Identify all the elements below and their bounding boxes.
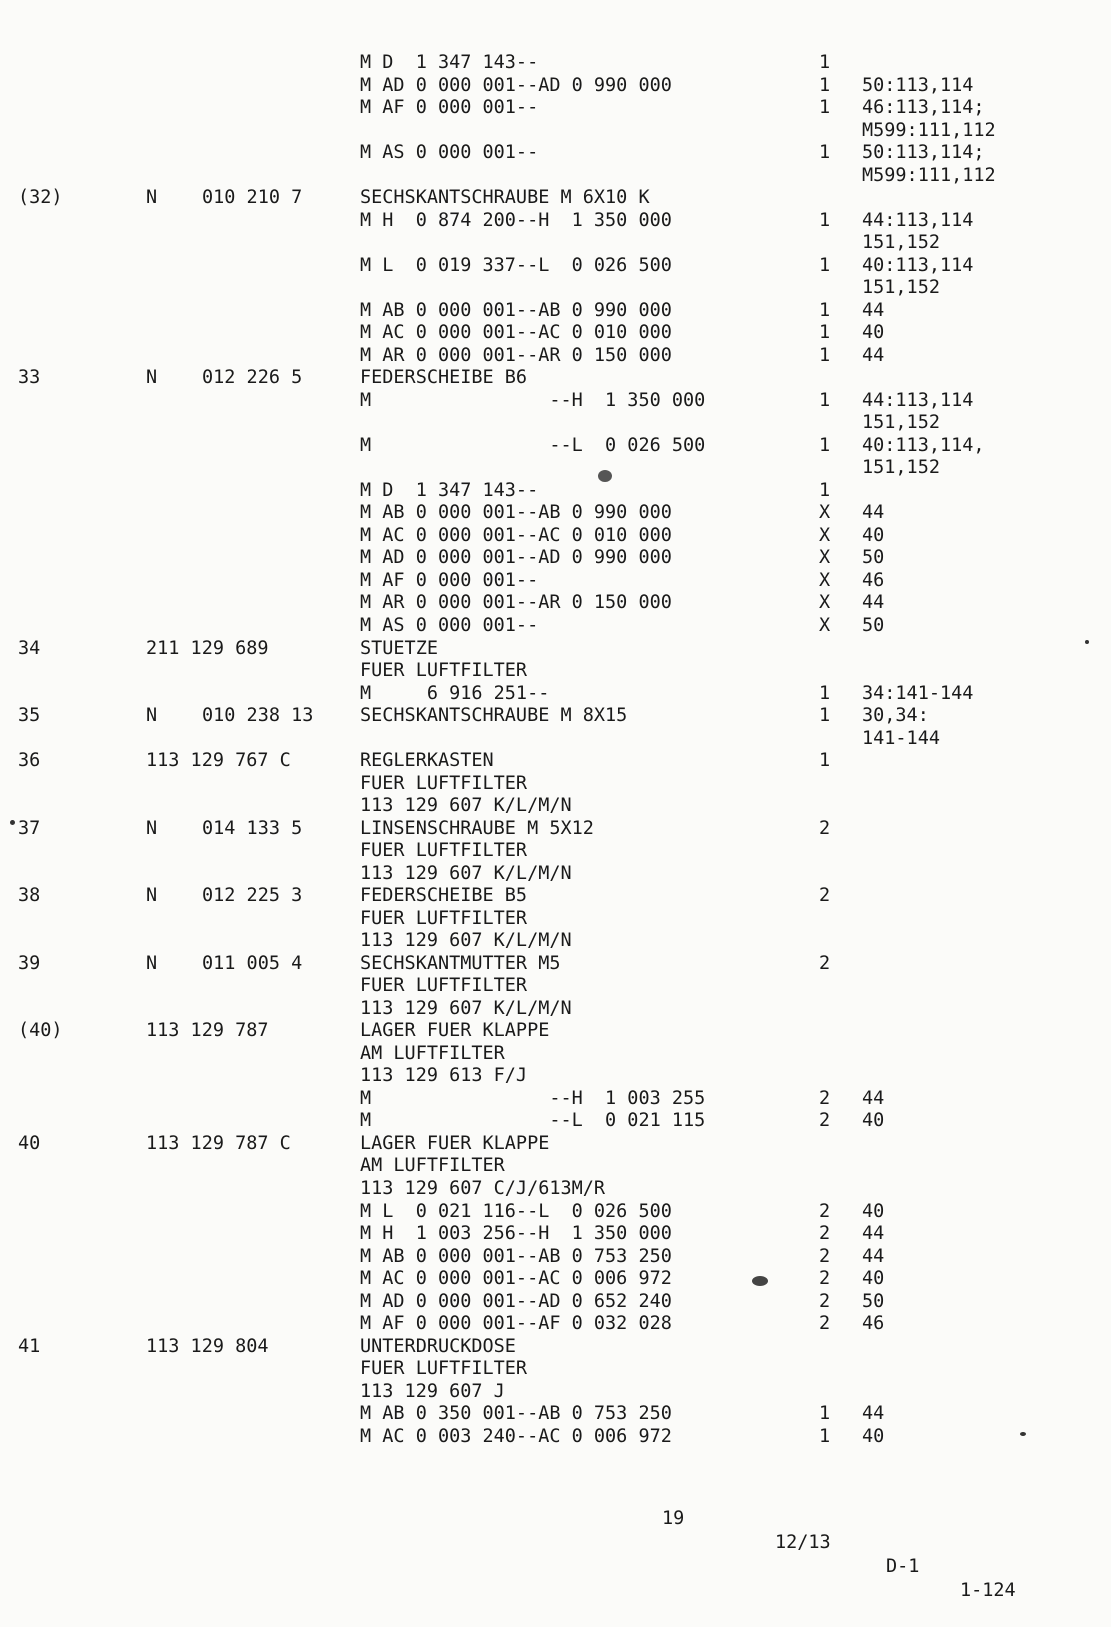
- catalog-line: [0, 210, 1111, 232]
- reference: 44: [862, 299, 885, 321]
- description: M L 0 019 337--L 0 026 500: [360, 254, 672, 276]
- part-number: 211 129 689: [146, 637, 269, 659]
- position-number: (40): [18, 1020, 63, 1042]
- description: M AS 0 000 001--: [360, 142, 539, 164]
- description: 113 129 613 F/J: [360, 1065, 528, 1087]
- part-number: 113 129 767 C: [146, 750, 291, 772]
- page-footer: [0, 1483, 1111, 1601]
- description: FUER LUFTFILTER: [360, 907, 528, 929]
- part-number: 012 226 5: [202, 367, 303, 389]
- description: FUER LUFTFILTER: [360, 1358, 528, 1380]
- description: 113 129 607 K/L/M/N: [360, 795, 572, 817]
- catalog-line: [0, 705, 1111, 727]
- reference: 34:141-144: [862, 682, 974, 704]
- catalog-line: [0, 1155, 1111, 1177]
- quantity: 1: [819, 52, 831, 73]
- description: M AB 0 350 001--AB 0 753 250: [360, 1403, 672, 1425]
- description: LAGER FUER KLAPPE: [360, 1020, 550, 1042]
- reference: 46: [862, 569, 885, 591]
- footer-page-number: 19: [662, 1508, 685, 1529]
- description: FUER LUFTFILTER: [360, 772, 528, 794]
- description: FUER LUFTFILTER: [360, 975, 528, 997]
- description: FUER LUFTFILTER: [360, 840, 528, 862]
- quantity: X: [819, 502, 831, 524]
- description: M H 1 003 256--H 1 350 000: [360, 1223, 672, 1245]
- catalog-line: [0, 1223, 1111, 1245]
- catalog-line: [0, 300, 1111, 322]
- catalog-line: [0, 1065, 1111, 1087]
- position-number: 38: [18, 885, 41, 907]
- quantity: 2: [819, 1313, 831, 1335]
- description: M H 0 874 200--H 1 350 000: [360, 209, 672, 231]
- description: M --L 0 026 500: [360, 434, 706, 456]
- part-number: 113 129 787: [146, 1020, 269, 1042]
- quantity: 1: [819, 97, 831, 119]
- norm-flag: N: [146, 187, 158, 209]
- description: M AC 0 000 001--AC 0 010 000: [360, 524, 672, 546]
- reference: 40: [862, 1425, 885, 1447]
- description: M AF 0 000 001--AF 0 032 028: [360, 1313, 672, 1335]
- catalog-line: [0, 795, 1111, 817]
- part-number: 113 129 787 C: [146, 1132, 291, 1154]
- reference: 30,34:: [862, 705, 929, 727]
- catalog-line: [0, 52, 1111, 74]
- catalog-line: [0, 683, 1111, 705]
- description: M --H 1 003 255: [360, 1087, 706, 1109]
- scan-speck: [1085, 640, 1089, 644]
- catalog-line: [0, 953, 1111, 975]
- quantity: 2: [819, 1290, 831, 1312]
- catalog-line: [0, 1088, 1111, 1110]
- position-number: 34: [18, 637, 41, 659]
- reference: 151,152: [862, 277, 940, 299]
- quantity: 1: [819, 434, 831, 456]
- catalog-line: [0, 142, 1111, 164]
- catalog-line: [0, 773, 1111, 795]
- quantity: X: [819, 569, 831, 591]
- quantity: 1: [819, 74, 831, 96]
- catalog-line: [0, 525, 1111, 547]
- position-number: (32): [18, 187, 63, 209]
- reference: 40: [862, 1110, 885, 1132]
- catalog-line: [0, 1403, 1111, 1425]
- reference: 151,152: [862, 412, 940, 434]
- reference: 44: [862, 502, 885, 524]
- reference: 141-144: [862, 727, 940, 749]
- reference: 50: [862, 547, 885, 569]
- norm-flag: N: [146, 952, 158, 974]
- description: M AC 0 000 001--AC 0 010 000: [360, 322, 672, 344]
- reference: 44: [862, 1087, 885, 1109]
- catalog-line: [0, 97, 1111, 119]
- catalog-line: [0, 502, 1111, 524]
- catalog-line: [0, 615, 1111, 637]
- description: SECHSKANTSCHRAUBE M 8X15: [360, 705, 628, 727]
- reference: 151,152: [862, 232, 940, 254]
- description: STUETZE: [360, 637, 438, 659]
- description: M --H 1 350 000: [360, 389, 706, 411]
- description: M AB 0 000 001--AB 0 990 000: [360, 502, 672, 524]
- catalog-line: [0, 975, 1111, 997]
- catalog-line: [0, 638, 1111, 660]
- part-number: 113 129 804: [146, 1335, 269, 1357]
- description: M 6 916 251--: [360, 682, 550, 704]
- catalog-line: [0, 818, 1111, 840]
- part-number: 011 005 4: [202, 952, 303, 974]
- description: M AS 0 000 001--: [360, 615, 539, 636]
- quantity: 2: [819, 1087, 831, 1109]
- description: M AC 0 000 001--AC 0 006 972: [360, 1268, 672, 1290]
- catalog-line: [0, 1043, 1111, 1065]
- catalog-line: [0, 570, 1111, 592]
- reference: 40:113,114,: [862, 434, 985, 456]
- quantity: X: [819, 547, 831, 569]
- reference: 40:113,114: [862, 254, 974, 276]
- quantity: 2: [819, 952, 831, 974]
- catalog-line: [0, 1381, 1111, 1403]
- description: M D 1 347 143--: [360, 479, 539, 501]
- description: LINSENSCHRAUBE M 5X12: [360, 817, 594, 839]
- catalog-line: [0, 1358, 1111, 1380]
- quantity: 2: [819, 817, 831, 839]
- catalog-line: [0, 165, 1111, 187]
- catalog-line: [0, 1336, 1111, 1358]
- description: 113 129 607 K/L/M/N: [360, 997, 572, 1019]
- quantity: 1: [819, 299, 831, 321]
- catalog-line: [0, 1133, 1111, 1155]
- position-number: 40: [18, 1132, 41, 1154]
- catalog-line: [0, 885, 1111, 907]
- part-number: 010 210 7: [202, 187, 303, 209]
- reference: 40: [862, 524, 885, 546]
- description: UNTERDRUCKDOSE: [360, 1335, 516, 1357]
- reference: 50:113,114: [862, 74, 974, 96]
- catalog-line: [0, 435, 1111, 457]
- norm-flag: N: [146, 367, 158, 389]
- position-number: 41: [18, 1335, 41, 1357]
- description: M AB 0 000 001--AB 0 753 250: [360, 1245, 672, 1267]
- position-number: 37: [18, 817, 41, 839]
- description: M AD 0 000 001--AD 0 990 000: [360, 74, 672, 96]
- footer-group: D-1: [886, 1556, 920, 1577]
- quantity: 1: [819, 322, 831, 344]
- description: 113 129 607 C/J/613M/R: [360, 1178, 606, 1199]
- quantity: X: [819, 615, 831, 636]
- quantity: 1: [819, 1425, 831, 1447]
- reference: M599:111,112: [862, 119, 996, 141]
- catalog-line: [0, 1426, 1111, 1448]
- description: M D 1 347 143--: [360, 52, 539, 73]
- catalog-line: [0, 480, 1111, 502]
- part-number: 014 133 5: [202, 817, 303, 839]
- reference: 50:113,114;: [862, 142, 985, 164]
- reference: 44:113,114: [862, 209, 974, 231]
- footer-edition: 12/13: [775, 1532, 831, 1553]
- description: SECHSKANTMUTTER M5: [360, 952, 561, 974]
- quantity: 2: [819, 1110, 831, 1132]
- reference: 50: [862, 615, 885, 636]
- catalog-line: [0, 1246, 1111, 1268]
- catalog-line: [0, 1268, 1111, 1290]
- position-number: 39: [18, 952, 41, 974]
- reference: 40: [862, 1200, 885, 1222]
- position-number: 33: [18, 367, 41, 389]
- description: 113 129 607 J: [360, 1380, 505, 1402]
- catalog-line: [0, 1291, 1111, 1313]
- description: FEDERSCHEIBE B6: [360, 367, 528, 389]
- catalog-line: [0, 908, 1111, 930]
- scan-speck: [752, 1276, 768, 1286]
- catalog-line: [0, 322, 1111, 344]
- catalog-line: [0, 255, 1111, 277]
- reference: 44:113,114: [862, 389, 974, 411]
- catalog-line: [0, 75, 1111, 97]
- position-number: 35: [18, 705, 41, 727]
- quantity: 2: [819, 1245, 831, 1267]
- description: REGLERKASTEN: [360, 750, 494, 772]
- description: FEDERSCHEIBE B5: [360, 885, 528, 907]
- footer-range: 1-124: [960, 1580, 1016, 1601]
- norm-flag: N: [146, 817, 158, 839]
- description: M AR 0 000 001--AR 0 150 000: [360, 592, 672, 614]
- description: LAGER FUER KLAPPE: [360, 1132, 550, 1154]
- catalog-line: [0, 930, 1111, 952]
- reference: 44: [862, 344, 885, 366]
- description: AM LUFTFILTER: [360, 1155, 505, 1177]
- quantity: 2: [819, 1223, 831, 1245]
- catalog-line: [0, 457, 1111, 479]
- catalog-line: [0, 120, 1111, 142]
- catalog-line: [0, 750, 1111, 772]
- quantity: 1: [819, 705, 831, 727]
- description: M AB 0 000 001--AB 0 990 000: [360, 299, 672, 321]
- part-number: 010 238 13: [202, 705, 314, 727]
- catalog-line: [0, 187, 1111, 209]
- scan-speck: [1020, 1432, 1026, 1436]
- reference: M599:111,112: [862, 164, 996, 186]
- catalog-line: [0, 863, 1111, 885]
- catalog-line: [0, 1178, 1111, 1200]
- description: M AD 0 000 001--AD 0 652 240: [360, 1290, 672, 1312]
- catalog-line: [0, 1020, 1111, 1042]
- description: AM LUFTFILTER: [360, 1042, 505, 1064]
- reference: 46:113,114;: [862, 97, 985, 119]
- scan-speck: [598, 470, 612, 482]
- quantity: X: [819, 524, 831, 546]
- part-number: 012 225 3: [202, 885, 303, 907]
- reference: 46: [862, 1313, 885, 1335]
- catalog-line: [0, 840, 1111, 862]
- catalog-line: [0, 1313, 1111, 1335]
- catalog-line: [0, 547, 1111, 569]
- norm-flag: N: [146, 885, 158, 907]
- reference: 40: [862, 1268, 885, 1290]
- reference: 44: [862, 1223, 885, 1245]
- quantity: 1: [819, 682, 831, 704]
- description: M AC 0 003 240--AC 0 006 972: [360, 1425, 672, 1447]
- description: M AR 0 000 001--AR 0 150 000: [360, 344, 672, 366]
- catalog-line: [0, 1201, 1111, 1223]
- scan-speck: [10, 820, 15, 825]
- reference: 40: [862, 322, 885, 344]
- catalog-line: [0, 1110, 1111, 1132]
- reference: 151,152: [862, 457, 940, 479]
- description: SECHSKANTSCHRAUBE M 6X10 K: [360, 187, 650, 209]
- quantity: 1: [819, 479, 831, 501]
- quantity: 2: [819, 1268, 831, 1290]
- catalog-line: [0, 367, 1111, 389]
- quantity: 1: [819, 389, 831, 411]
- description: 113 129 607 K/L/M/N: [360, 862, 572, 884]
- norm-flag: N: [146, 705, 158, 727]
- description: M AD 0 000 001--AD 0 990 000: [360, 547, 672, 569]
- reference: 44: [862, 592, 885, 614]
- description: FUER LUFTFILTER: [360, 660, 528, 682]
- description: 113 129 607 K/L/M/N: [360, 930, 572, 952]
- description: M --L 0 021 115: [360, 1110, 706, 1132]
- quantity: 1: [819, 344, 831, 366]
- reference: 44: [862, 1245, 885, 1267]
- quantity: 1: [819, 209, 831, 231]
- description: M AF 0 000 001--: [360, 97, 539, 119]
- reference: 44: [862, 1403, 885, 1425]
- quantity: 1: [819, 142, 831, 164]
- catalog-line: [0, 232, 1111, 254]
- quantity: 1: [819, 750, 831, 772]
- quantity: 1: [819, 1403, 831, 1425]
- catalog-line: [0, 390, 1111, 412]
- position-number: 36: [18, 750, 41, 772]
- catalog-line: [0, 345, 1111, 367]
- quantity: 2: [819, 1200, 831, 1222]
- quantity: 1: [819, 254, 831, 276]
- reference: 50: [862, 1290, 885, 1312]
- catalog-line: [0, 277, 1111, 299]
- catalog-line: [0, 660, 1111, 682]
- quantity: X: [819, 592, 831, 614]
- description: M L 0 021 116--L 0 026 500: [360, 1200, 672, 1222]
- quantity: 2: [819, 885, 831, 907]
- catalog-line: [0, 728, 1111, 750]
- catalog-line: [0, 412, 1111, 434]
- catalog-line: [0, 592, 1111, 614]
- description: M AF 0 000 001--: [360, 569, 539, 591]
- catalog-line: [0, 998, 1111, 1020]
